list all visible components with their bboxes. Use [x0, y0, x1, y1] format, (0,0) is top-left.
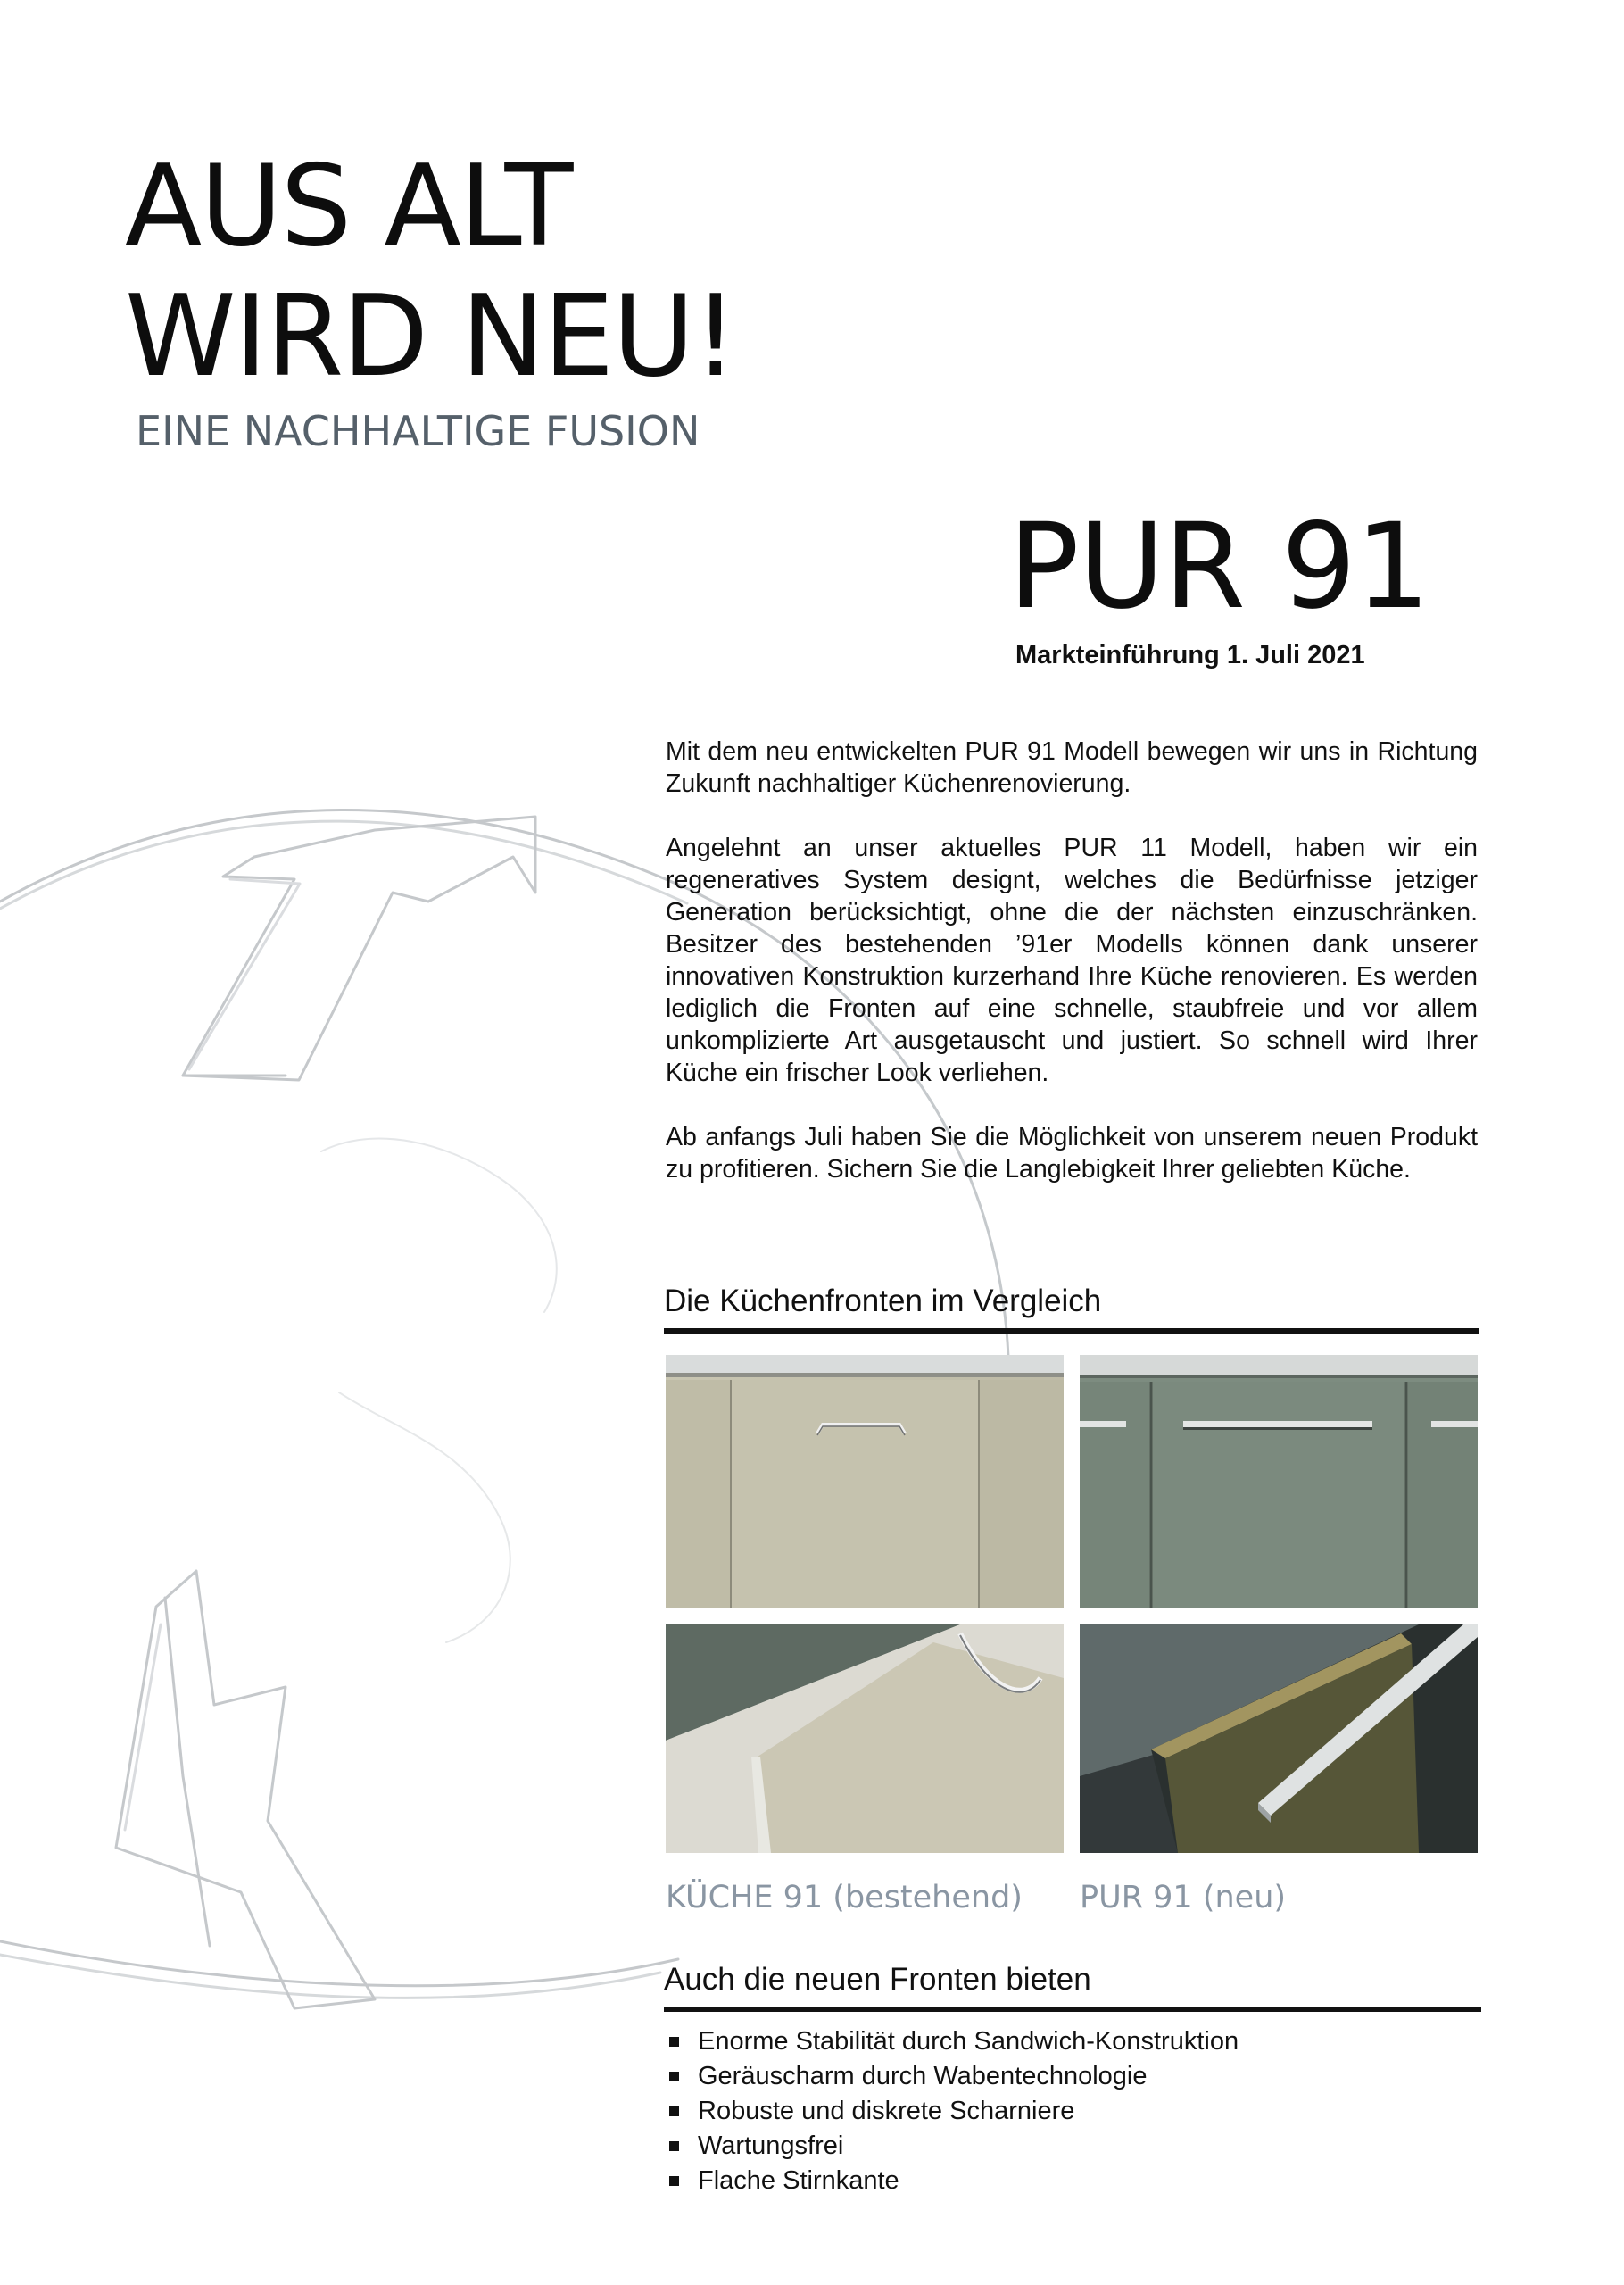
comparison-title: Die Küchenfronten im Vergleich: [664, 1284, 1479, 1334]
list-item: Wartungsfrei: [669, 2129, 1239, 2164]
body-paragraph-1: Mit dem neu entwickelten PUR 91 Modell bewegen wir uns in Richtung Zukunft nachhaltiger Küchenrenovierung.: [666, 737, 1478, 798]
features-list: [669, 2024, 1239, 2198]
new-front-detail-photo: [1080, 1624, 1478, 1853]
new-front-photo: [1080, 1355, 1478, 1608]
body-paragraph-2: Angelehnt an unser aktuelles PUR 11 Modell, haben wir ein regeneratives System designt, welches die Bedürfnisse jetziger Generation berücksichtigt, ohne die der nächsten einzuschränken. Besitzer des bestehenden ’91er Modells können dank unserer innovativen Konstruktion kurzerhand Ihre Küche renovieren. Es werden lediglich die Fronten auf eine schnelle, staubfreie und vor allem unkomplizierte Art ausgetauscht und justiert. So schnell wird Ihrer Küche ein frischer Look verliehen.: [666, 834, 1478, 1087]
body-paragraph-3: Ab anfangs Juli haben Sie die Möglichkeit von unserem neuen Produkt zu profitieren. Sichern Sie die Langlebigkeit Ihrer geliebten Küche.: [666, 1123, 1478, 1184]
old-front-detail-photo: [666, 1624, 1064, 1853]
list-item: Robuste und diskrete Scharniere: [669, 2094, 1239, 2129]
features-title: Auch die neuen Fronten bieten: [664, 1962, 1481, 2012]
list-item: Flache Stirnkante: [669, 2164, 1239, 2198]
headline-line-1: AUS ALT: [125, 140, 572, 271]
list-item: Enorme Stabilität durch Sandwich-Konstruktion: [669, 2024, 1239, 2059]
subheadline: EINE NACHHALTIGE FUSION: [136, 407, 700, 455]
headline-line-2: WIRD NEU!: [125, 270, 736, 402]
headline: [125, 141, 736, 402]
old-front-caption: KÜCHE 91 (bestehend): [666, 1880, 1023, 1915]
old-front-photo: [666, 1355, 1064, 1608]
product-name: PUR 91: [1008, 498, 1429, 636]
list-item: Geräuscharm durch Wabentechnologie: [669, 2059, 1239, 2094]
body-text: [666, 735, 1478, 1217]
new-front-caption: PUR 91 (neu): [1080, 1880, 1287, 1915]
launch-date: Markteinführung 1. Juli 2021: [1015, 641, 1365, 669]
